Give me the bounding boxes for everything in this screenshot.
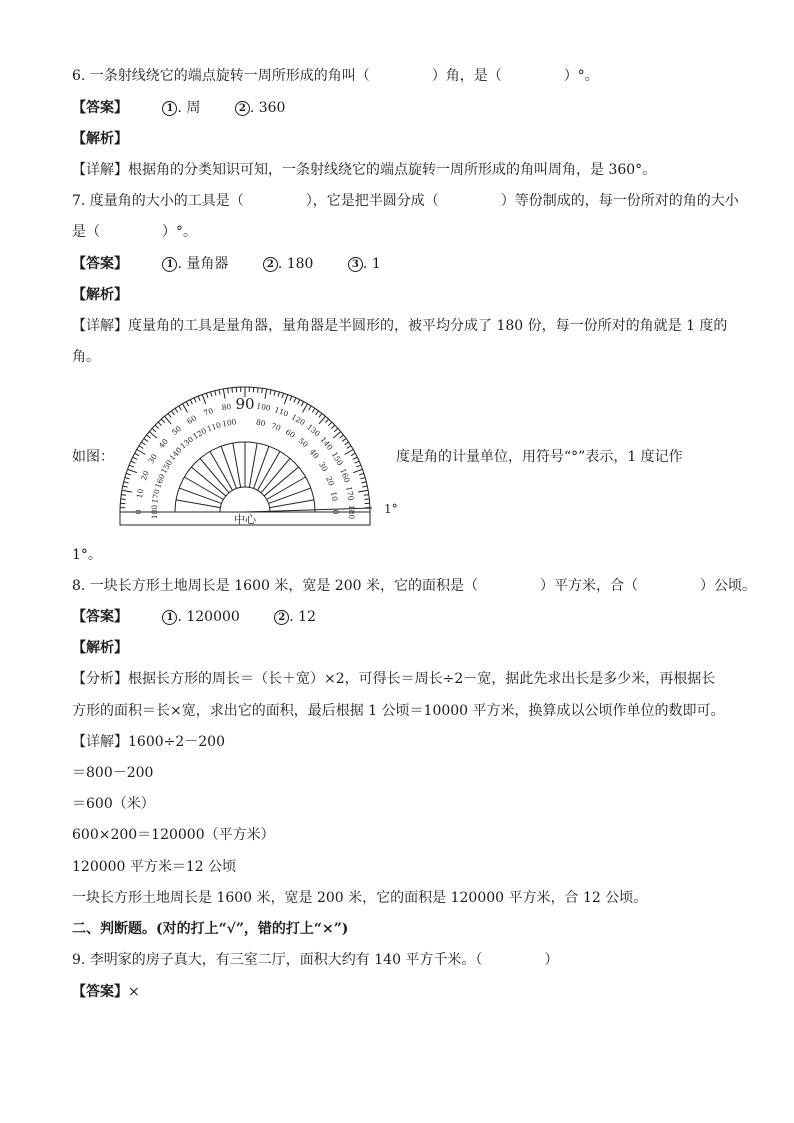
- protractor-tick: [198, 396, 200, 401]
- protractor-tick: [223, 389, 225, 399]
- protractor-tick: [137, 450, 146, 455]
- protractor-tick: [284, 395, 287, 404]
- protractor-radial-line: [210, 451, 233, 490]
- protractor-radial-line: [184, 477, 223, 500]
- q8-conclusion: 一块长方形土地周长是 1600 米，宽是 200 米，它的面积是 120000 平方米，合 12 公顷。: [72, 890, 648, 906]
- protractor-tick: [175, 408, 178, 412]
- protractor-tick: [126, 473, 131, 475]
- protractor-tick: [122, 490, 132, 492]
- protractor-tick: [183, 404, 188, 413]
- protractor-tick: [179, 406, 182, 410]
- protractor-tick: [131, 461, 136, 463]
- protractor-outer-scale-label: 60: [185, 413, 199, 427]
- protractor-outer-scale-label: 40: [156, 436, 170, 451]
- one-degree-label: 1°: [384, 502, 398, 516]
- protractor-tick: [135, 453, 139, 455]
- protractor-outer-scale-label: 110: [273, 405, 290, 419]
- protractor-inner-scale-label: 160: [153, 472, 167, 490]
- protractor-outer-scale-label: 50: [169, 423, 184, 437]
- protractor-tick: [146, 435, 150, 438]
- protractor-tick: [152, 428, 156, 431]
- protractor-outer-scale-label: 0: [134, 509, 143, 515]
- protractor-tick: [342, 439, 346, 442]
- protractor-tick: [206, 393, 208, 398]
- protractor-tick: [124, 482, 129, 483]
- protractor-tick: [364, 499, 369, 500]
- protractor-tick: [274, 391, 275, 396]
- protractor-outer-scale-label: 20: [139, 469, 151, 482]
- protractor-tick: [129, 465, 134, 467]
- section-2-title: 二、判断题。(对的打上“√”，错的打上“×”): [72, 921, 349, 937]
- protractor-tick: [303, 404, 308, 413]
- protractor-tick: [121, 499, 126, 500]
- protractor-tick: [355, 461, 360, 463]
- protractor-tick: [359, 473, 364, 475]
- protractor-tick: [211, 392, 212, 397]
- protractor-inner-scale-label: 30: [317, 460, 330, 474]
- protractor-inner-scale-label: 110: [205, 420, 223, 434]
- protractor-tick: [219, 390, 220, 395]
- protractor-90-label: 90: [235, 395, 255, 413]
- q6-question: 6. 一条射线绕它的端点旋转一周所形成的角叫（ ）角，是（ ）°。: [72, 68, 599, 84]
- protractor-inner-scale-label: 50: [296, 436, 310, 450]
- q8-analysis-2: 方形的面积＝长×宽，求出它的面积，最后根据 1 公顷＝10000 平方米，换算成以公顷作单位的数即可。: [72, 703, 725, 719]
- protractor-tick: [149, 432, 157, 438]
- q6-answer: 【答案】 1 . 周 2 . 360: [72, 100, 286, 116]
- protractor-outer-scale-label: 170: [344, 485, 356, 502]
- protractor-tick: [362, 486, 367, 487]
- q8-answer: 【答案】 1 . 120000 2 . 12: [72, 609, 316, 625]
- protractor-tick: [194, 398, 196, 403]
- protractor-outer-scale-label: 30: [146, 452, 160, 466]
- q8-step-5: 120000 平方米＝12 公顷: [72, 859, 237, 875]
- protractor-inner-scale-label: 100: [221, 417, 238, 429]
- protractor-tick: [144, 439, 148, 442]
- protractor-outer-scale-label: 180: [347, 504, 356, 520]
- q6-detail: 【详解】根据角的分类知识可知，一条射线绕它的端点旋转一周所形成的角叫周角，是 360°。: [72, 162, 657, 178]
- q7-figure-suffix: 度是角的计量单位，用符号“°”表示，1 度记作: [396, 449, 683, 465]
- q8-analysis-tag: 【解析】: [72, 640, 128, 656]
- protractor-tick: [290, 396, 292, 401]
- protractor-outer-scale-label: 160: [338, 467, 352, 484]
- q7-figure-prefix: 如图：: [72, 449, 114, 465]
- q9-answer: 【答案】×: [72, 984, 140, 1000]
- circled-number-1: 1: [162, 101, 177, 116]
- protractor-inner-scale-label: 60: [283, 427, 297, 440]
- protractor-tick: [172, 411, 175, 415]
- protractor-tick: [128, 469, 137, 472]
- protractor-radial-line: [191, 467, 225, 496]
- protractor-tick: [202, 395, 205, 404]
- protractor-outer-scale-label: 100: [255, 401, 272, 413]
- protractor-outer-scale-label: 150: [329, 450, 345, 468]
- protractor-tick: [358, 490, 368, 492]
- protractor-tick: [333, 432, 341, 438]
- protractor-inner-scale-label: 40: [307, 447, 321, 461]
- protractor-tick: [347, 446, 351, 449]
- circled-number-2: 2: [274, 610, 289, 625]
- circled-number-3: 3: [348, 257, 363, 272]
- q7-answer: 【答案】 1 . 量角器 2 . 180 3 . 1: [72, 256, 381, 272]
- protractor-outer-scale-label: 10: [134, 488, 146, 499]
- circled-number-2: 2: [235, 101, 250, 116]
- protractor-tick: [360, 478, 365, 479]
- q8-step-3: ＝600（米）: [72, 796, 155, 812]
- protractor-outer-scale-label: 80: [221, 401, 232, 413]
- q9-question: 9. 李明家的房子真大，有三室二厅，面积大约有 140 平方千米。（ ）: [72, 952, 559, 968]
- protractor-tick: [121, 495, 126, 496]
- protractor-tick: [298, 400, 300, 404]
- protractor-tick: [351, 453, 355, 455]
- protractor-tick: [328, 422, 331, 426]
- protractor-radial-line: [267, 477, 306, 500]
- protractor-tick: [139, 446, 143, 449]
- protractor-tick: [364, 495, 369, 496]
- protractor-inner-scale-label: 130: [178, 434, 196, 451]
- protractor-inner-scale-label: 10: [328, 490, 340, 502]
- protractor-tick: [165, 416, 171, 424]
- q7-analysis-tag: 【解析】: [72, 287, 128, 303]
- circled-number-2: 2: [263, 257, 278, 272]
- q7-detail-1: 【详解】度量角的工具是量角器，量角器是半圆形的，被平均分成了 180 份，每一份所对的角就是 1 度的: [72, 318, 728, 334]
- protractor-tick: [125, 478, 130, 479]
- protractor-inner-scale-label: 170: [150, 488, 162, 505]
- protractor-tick: [141, 442, 145, 445]
- q7-question: 7. 度量角的大小的工具是（ ），它是把半圆分成（ ）等份制成的，每一份所对的角的大小: [72, 193, 739, 209]
- protractor-tick: [316, 411, 319, 415]
- protractor-inner-scale-label: 150: [159, 458, 175, 476]
- protractor-tick: [356, 465, 361, 467]
- protractor-tick: [312, 408, 315, 412]
- protractor-tick: [155, 425, 159, 428]
- protractor-radial-line: [258, 451, 281, 490]
- protractor-inner-scale-label: 140: [167, 445, 184, 463]
- circled-number-1: 1: [162, 257, 177, 272]
- protractor-center-label: 中心: [234, 513, 256, 526]
- protractor-tick: [265, 389, 267, 399]
- protractor-inner-scale-label: 80: [255, 417, 267, 429]
- protractor-tick: [228, 388, 229, 393]
- protractor-tick: [331, 425, 335, 428]
- protractor-tick: [186, 402, 188, 406]
- protractor-tick: [344, 442, 348, 445]
- protractor-tick: [301, 402, 303, 406]
- protractor-outer-scale-label: 120: [289, 412, 307, 428]
- q8-analysis-1: 【分析】根据长方形的周长＝（长＋宽）×2，可得长＝周长÷2－宽，据此先求出长是多少米，再根据长: [72, 671, 716, 687]
- protractor-inner-scale-label: 70: [269, 421, 282, 433]
- q6-analysis-tag: 【解析】: [72, 131, 128, 147]
- protractor-inner-scale-label: 120: [191, 426, 209, 442]
- protractor-inner-scale-label: 0: [331, 509, 340, 515]
- protractor-tick: [340, 435, 344, 438]
- protractor-tick: [345, 450, 354, 455]
- protractor-inner-scale-label: 180: [150, 504, 159, 520]
- protractor-outer-scale-label: 130: [305, 422, 322, 439]
- protractor-tick: [282, 393, 284, 398]
- q7-detail-2: 角。: [72, 349, 100, 365]
- protractor-tick: [319, 413, 322, 417]
- protractor-tick: [215, 391, 216, 396]
- protractor-radial-line: [200, 458, 229, 492]
- q8-step-1: 【详解】1600÷2－200: [72, 734, 225, 750]
- protractor-tick: [309, 406, 312, 410]
- q8-step-4: 600×200＝120000（平方米）: [72, 827, 275, 843]
- protractor-tick: [133, 457, 137, 459]
- circled-number-1: 1: [162, 610, 177, 625]
- protractor-tick: [325, 419, 328, 423]
- protractor-tick: [123, 486, 128, 487]
- protractor-tick: [278, 392, 279, 397]
- protractor-tick: [232, 388, 233, 393]
- q8-question: 8. 一块长方形土地周长是 1600 米，宽是 200 米，它的面积是（ ）平方米，合（ ）公顷。: [72, 578, 756, 594]
- protractor-tick: [262, 388, 263, 393]
- q7-question-cont: 是（ ）°。: [72, 224, 197, 240]
- protractor-tick: [334, 428, 338, 431]
- protractor-tick: [353, 469, 362, 472]
- q7-detail-3: 1°。: [72, 547, 102, 563]
- protractor-tick: [353, 457, 357, 459]
- protractor-figure: [118, 382, 408, 528]
- protractor-tick: [158, 422, 161, 426]
- protractor-tick: [270, 390, 271, 395]
- protractor-tick: [258, 388, 259, 393]
- protractor-radial-line: [264, 467, 298, 496]
- protractor-tick: [294, 398, 296, 403]
- protractor-radial-line: [261, 458, 290, 492]
- protractor-inner-scale-label: 20: [324, 475, 336, 488]
- protractor-tick: [168, 413, 171, 417]
- protractor-tick: [161, 419, 164, 423]
- protractor-tick: [190, 400, 192, 404]
- protractor-outer-scale-label: 70: [202, 406, 215, 418]
- protractor-outer-scale-label: 140: [318, 435, 335, 452]
- protractor-tick: [319, 416, 325, 424]
- q8-step-2: ＝800－200: [72, 765, 154, 781]
- protractor-tick: [361, 482, 366, 483]
